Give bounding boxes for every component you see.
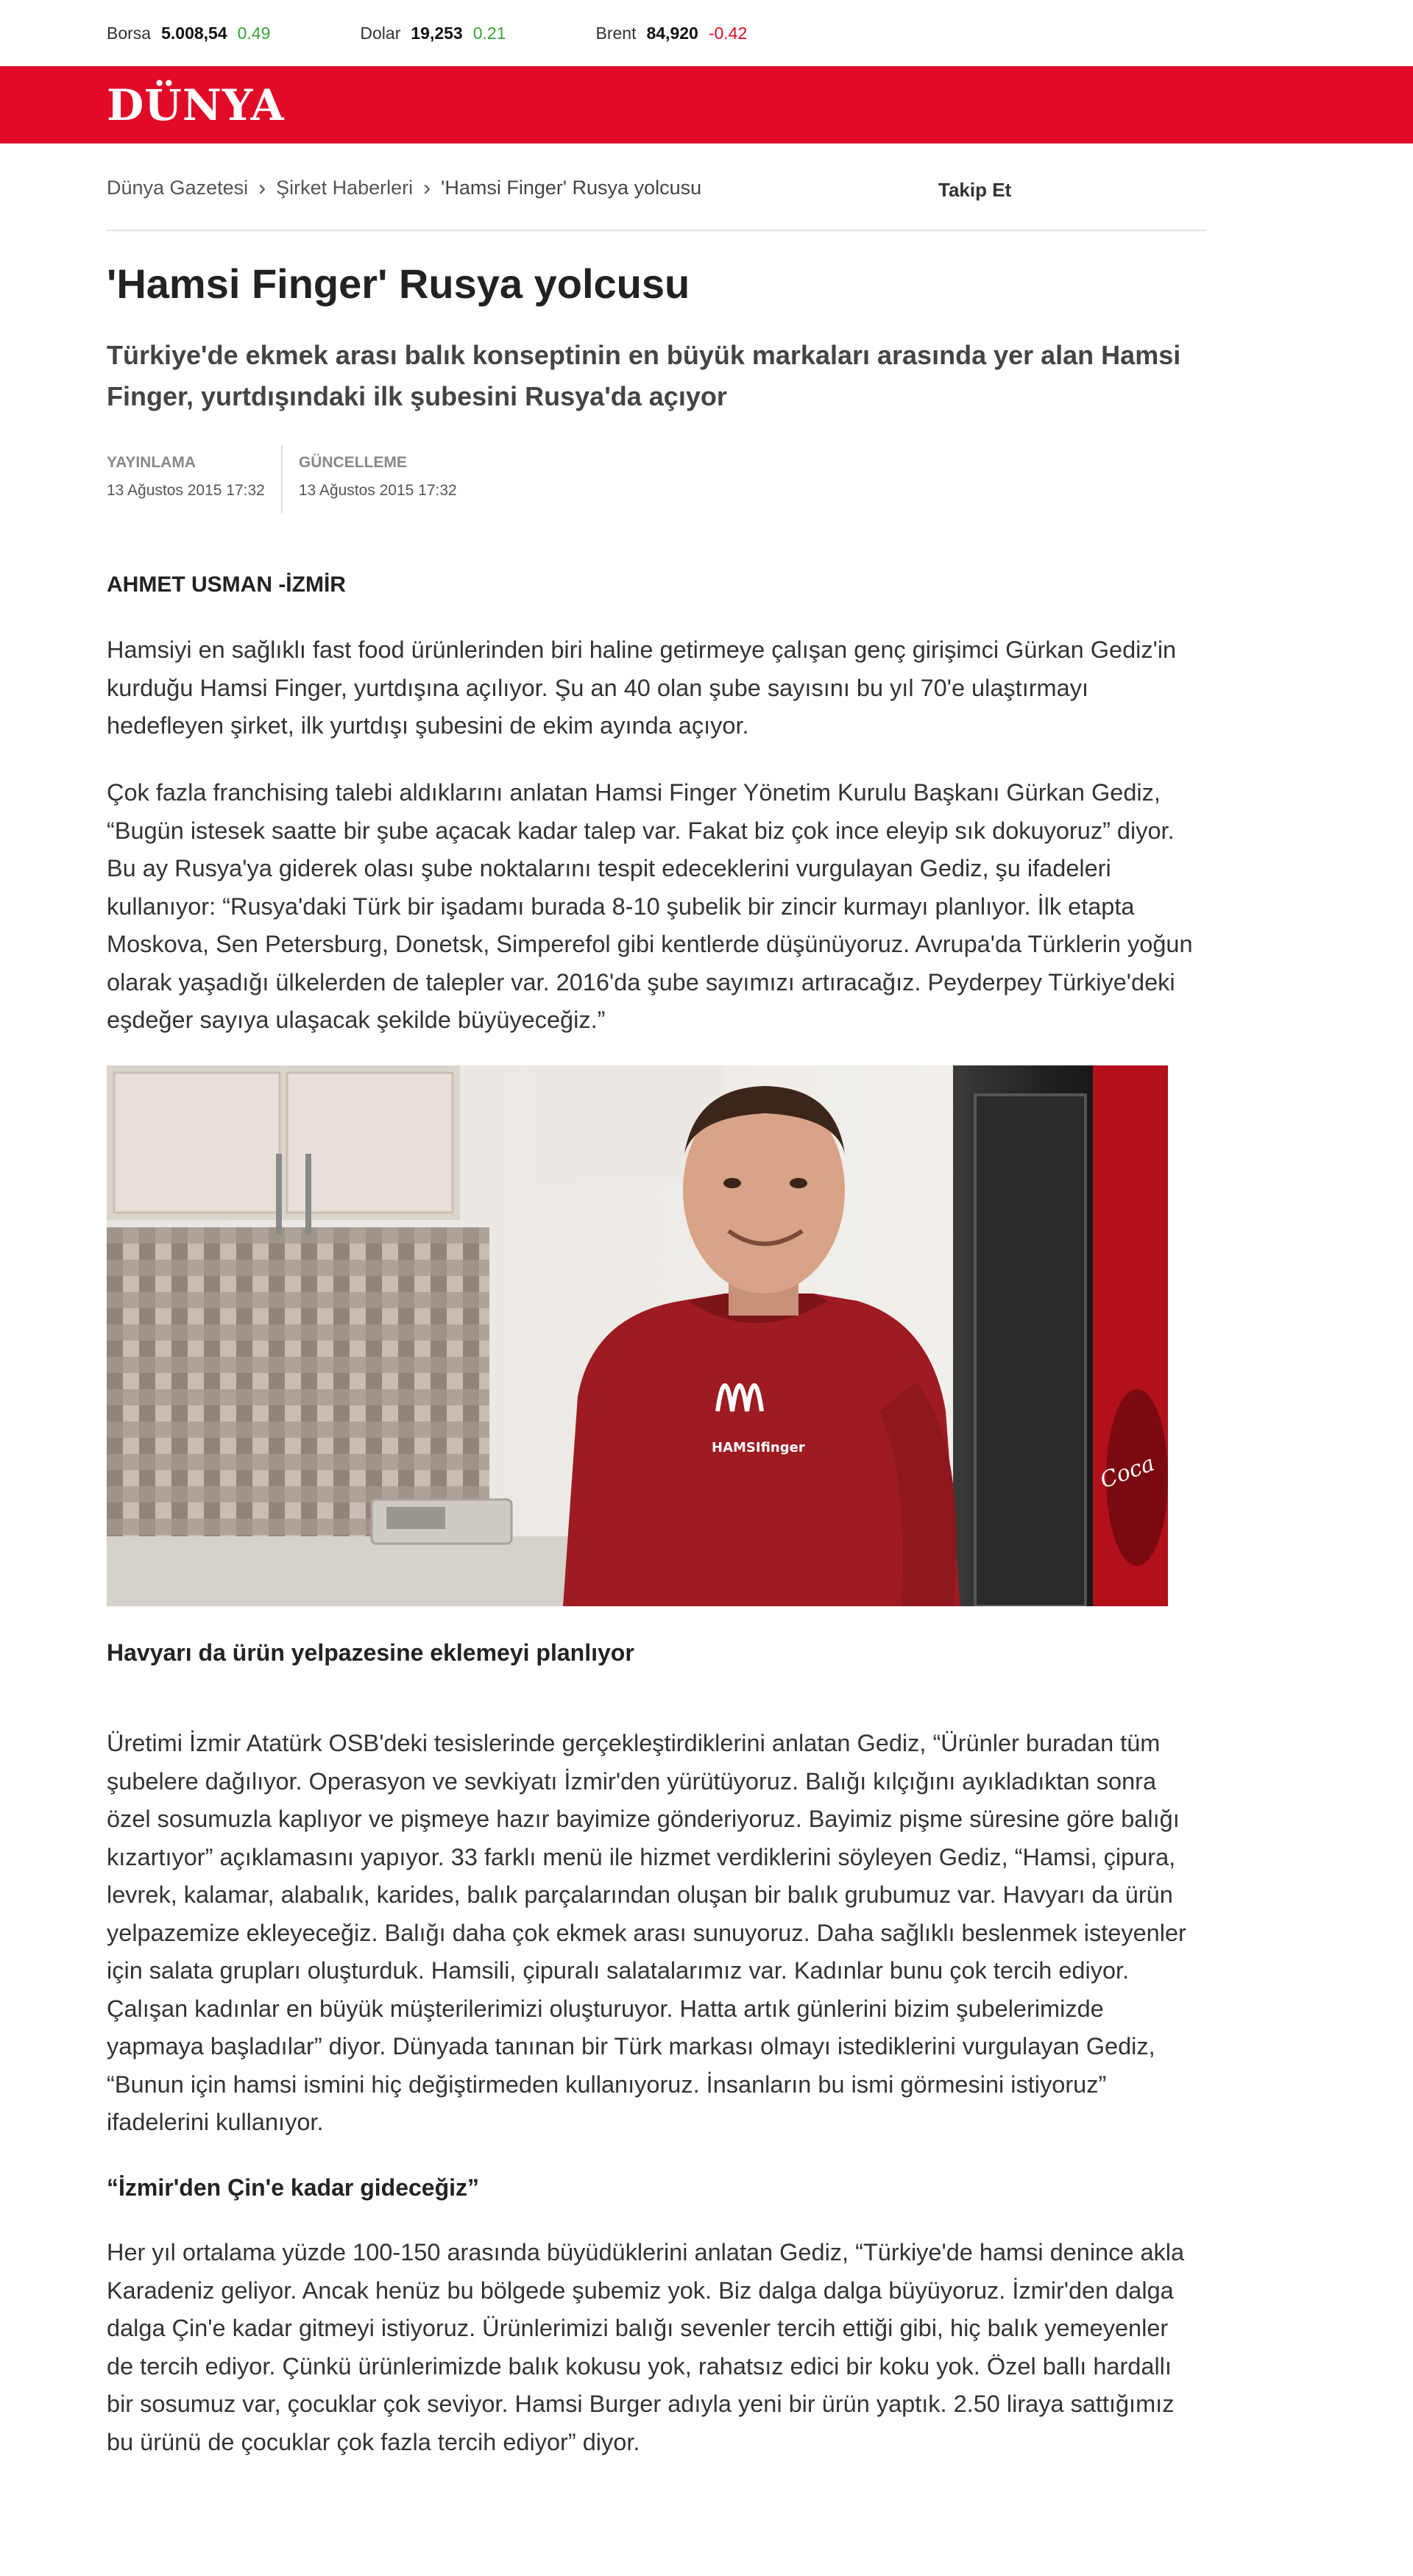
divider bbox=[107, 230, 1207, 231]
updated-block bbox=[281, 445, 473, 513]
breadcrumb bbox=[107, 177, 701, 199]
updated-label: GÜNCELLEME bbox=[298, 454, 407, 471]
breadcrumb-category[interactable]: Şirket Haberleri bbox=[276, 177, 414, 199]
section-heading: “İzmir'den Çin'e kadar gideceğiz” bbox=[107, 2174, 480, 2201]
ticker-value: 5.008,54 bbox=[161, 23, 227, 43]
chevron-right-icon: › bbox=[423, 176, 431, 200]
ticker-label: Borsa bbox=[107, 23, 152, 43]
article-paragraph: Çok fazla franchising talebi aldıklarını anlatan Hamsi Finger Yönetim Kurulu Başkanı Gürkan Gediz, “Bugün istesek saatte bir şube açacak kadar talep var. Fakat biz çok ince eleyip sık dokuyoruz” diyor. Bu ay Rusya'ya giderek olası şube noktalarını tespit edeceklerini vurgulayan Gediz, şu ifadeleri kullanıyor: “Rusya'daki Türk bir işadamı burada 8-10 şubelik bir zincir kurmayı planlıyor. İlk etapta Moskova, Sen Petersburg, Donetsk, Simperefol gibi kentlerde düşünüyoruz. Avrupa'da Türklerin yoğun olarak yaşadığı ülkelerden de talepler var. 2016'da şube sayımızı artıracağız. Peyderpey Türkiye'deki eşdeğer sayıya ulaşacak şekilde büyüyeceğiz.” bbox=[107, 779, 1193, 1033]
site-logo[interactable]: DÜNYA bbox=[107, 80, 285, 130]
ticker-change: 0.21 bbox=[472, 23, 506, 43]
published-block bbox=[107, 445, 281, 513]
header-bar bbox=[0, 66, 1413, 143]
article-photo bbox=[107, 1065, 1168, 1606]
svg-text:Coca: Coca bbox=[1097, 1450, 1158, 1494]
breadcrumb-current: 'Hamsi Finger' Rusya yolcusu bbox=[441, 177, 702, 199]
ticker-borsa[interactable] bbox=[107, 24, 270, 43]
article-paragraph: Her yıl ortalama yüzde 100-150 arasında büyüdüklerini anlatan Gediz, “Türkiye'de hamsi denince akla Karadeniz geliyor. Ancak henüz bu bölgede şubemiz yok. Biz dalga dalga büyüyoruz. İzmir'den dalga dalga Çin'e kadar gitmeyi istiyoruz. Ürünlerimizi balığı sevenler tercih ettiği gibi, hiç balık yemeyenler de tercih ediyor. Çünkü ürünlerimizde balık kokusu yok, rahatsız edici bir koku yok. Özel ballı hardallı bir sosumuz var, çocuklar çok seviyor. Hamsi Burger adıyla yeni bir ürün yaptık. 2.50 liraya sattığımız bu ürünü de çocuklar çok fazla tercih ediyor” diyor. bbox=[107, 2239, 1185, 2455]
ticker-dolar[interactable] bbox=[360, 24, 506, 43]
chevron-right-icon: › bbox=[258, 176, 266, 200]
article-meta bbox=[107, 445, 473, 513]
ticker-label: Dolar bbox=[360, 23, 401, 43]
published-date: 13 Ağustos 2015 17:32 bbox=[107, 482, 265, 499]
ticker-value: 84,920 bbox=[646, 23, 698, 43]
ticker-change: -0.42 bbox=[708, 23, 748, 43]
ticker-brent[interactable] bbox=[595, 24, 747, 43]
market-ticker bbox=[107, 0, 837, 66]
article-paragraph: Hamsiyi en sağlıklı fast food ürünlerinden biri haline getirmeye çalışan genç girişimci Gürkan Gediz'in kurduğu Hamsi Finger, yurtdışına açılıyor. Şu an 40 olan şube sayısını bu yıl 70'e ulaştırmayı hedefleyen şirket, ilk yurtdışı şubesini de ekim ayında açıyor. bbox=[107, 636, 1177, 739]
article-spot: Türkiye'de ekmek arası balık konseptinin en büyük markaları arasında yer alan Hamsi Finger, yurtdışındaki ilk şubesini Rusya'da açıyor bbox=[107, 340, 1181, 411]
ticker-value: 19,253 bbox=[411, 23, 463, 43]
follow-button[interactable]: Takip Et bbox=[938, 179, 1012, 201]
section-heading: Havyarı da ürün yelpazesine eklemeyi planlıyor bbox=[107, 1639, 634, 1666]
ticker-label: Brent bbox=[595, 23, 637, 43]
article-author: AHMET USMAN -İZMİR bbox=[107, 572, 346, 597]
article-title: 'Hamsi Finger' Rusya yolcusu bbox=[107, 260, 690, 307]
ticker-change: 0.49 bbox=[237, 23, 271, 43]
breadcrumb-home[interactable]: Dünya Gazetesi bbox=[107, 177, 249, 199]
article-paragraph: Üretimi İzmir Atatürk OSB'deki tesislerinde gerçekleştirdiklerini anlatan Gediz, “Ürünler buradan tüm şubelere dağılıyor. Operasyon ve sevkiyatı İzmir'den yürütüyoruz. Balığı kılçığını ayıkladıktan sonra özel sosumuzla kaplıyor ve pişmeye hazır bayimize gönderiyoruz. Bayimiz pişme süresine göre balığı kızartıyor” açıklamasını yapıyor. 33 farklı menü ile hizmet verdiklerini söyleyen Gediz, “Hamsi, çipura, levrek, kalamar, alabalık, karides, balık parçalarından oluşan bir balık grubumuz var. Havyarı da ürün yelpazemize ekleyeceğiz. Balığı daha çok ekmek arası sunuyoruz. Daha sağlıklı beslenmek isteyenler için salata grupları oluşturduk. Hamsili, çipuralı salatalarımız var. Kadınlar bunu çok tercih ediyor. Çalışan kadınlar en büyük müşterilerimizi oluşturuyor. Hatta artık günlerini bizim şubelerimizde yapmaya başladılar” diyor. Dünyada tanınan bir Türk markası olmayı istediklerini vurgulayan Gediz, “Bunun için hamsi ismini hiç değiştirmeden kullanıyoruz. İnsanların bu ismi görmesini istiyoruz” ifadelerini kullanıyor. bbox=[107, 1730, 1186, 2135]
updated-date: 13 Ağustos 2015 17:32 bbox=[298, 482, 457, 499]
shirt-logo-text: HAMSIfinger bbox=[712, 1440, 805, 1455]
published-label: YAYINLAMA bbox=[107, 454, 196, 471]
